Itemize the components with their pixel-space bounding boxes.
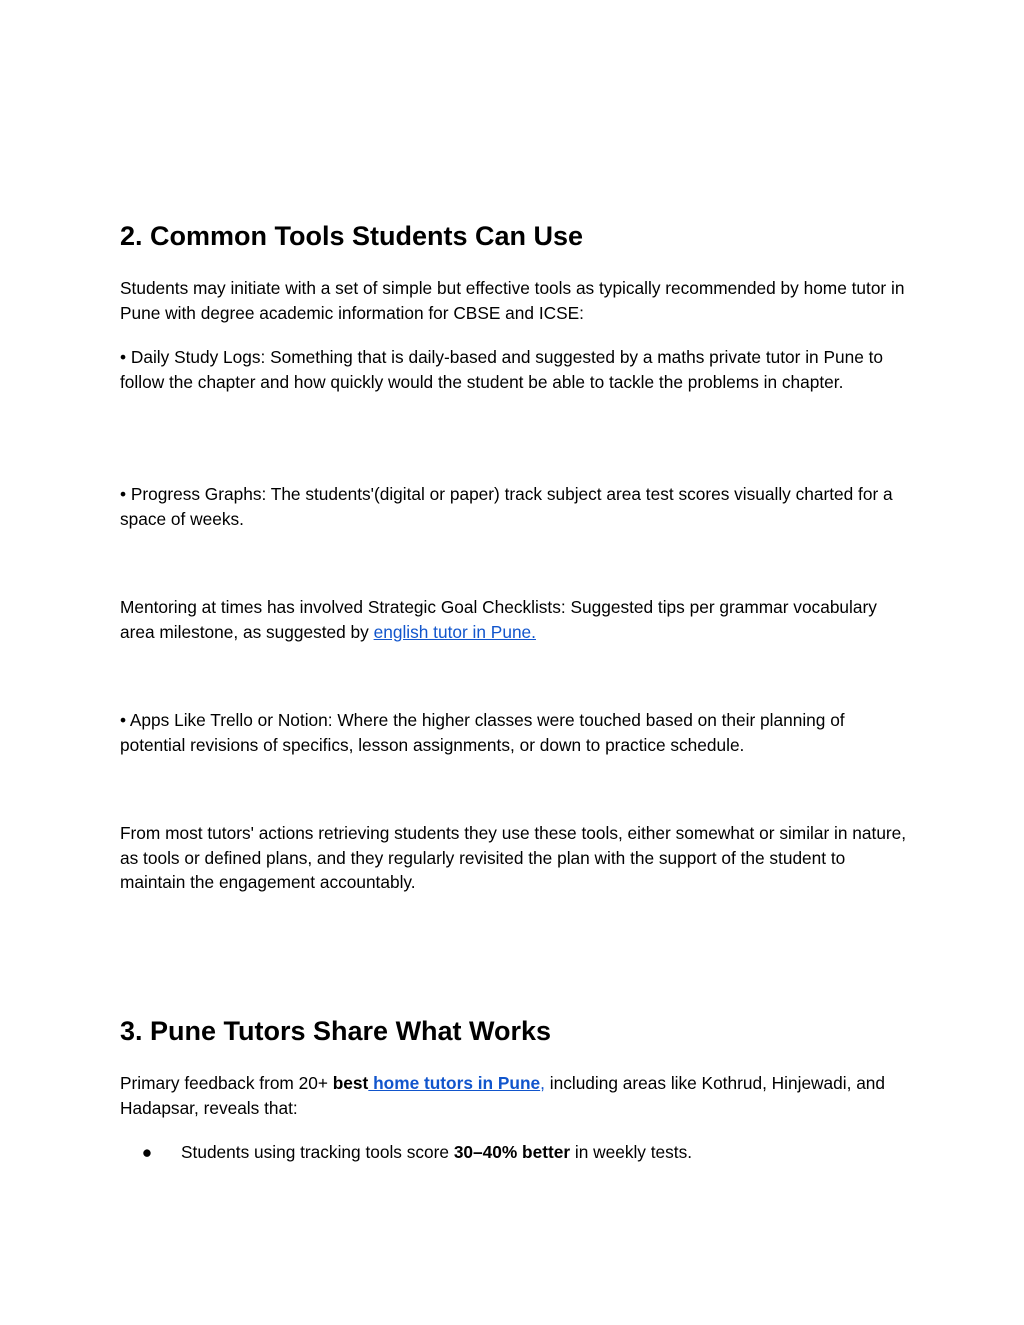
section-2-intro: Students may initiate with a set of simple but effective tools as typically recommended by home tutor in Pune with degree academic information for CBSE and ICSE: — [120, 278, 905, 323]
apps-item: • Apps Like Trello or Notion: Where the higher classes were touched based on their planning of potential revisions of specifics, lesson assignments, or down to practice schedule. — [120, 710, 845, 755]
bullet-prefix: Students using tracking tools score — [181, 1142, 454, 1162]
feedback-prefix: Primary feedback from 20+ — [120, 1073, 333, 1093]
mentoring-text: Mentoring at times has involved Strategic Goal Checklists: Suggested tips per grammar vocabulary area milestone, as suggested by — [120, 597, 877, 642]
bullet-text — [181, 1140, 692, 1165]
home-tutors-link-comma[interactable]: , — [540, 1073, 545, 1093]
section-3-heading: 3. Pune Tutors Share What Works — [120, 1016, 552, 1046]
progress-graphs-item: • Progress Graphs: The students'(digital or paper) track subject area test scores visually charted for a space of weeks. — [120, 484, 893, 529]
feedback-bold-best: best — [332, 1073, 369, 1093]
mentoring-paragraph — [120, 595, 910, 644]
bullet-suffix: in weekly tests. — [570, 1142, 693, 1162]
section-2-heading: 2. Common Tools Students Can Use — [120, 221, 584, 251]
feedback-suffix: including areas like Kothrud, Hinjewadi, and Hadapsar, reveals that: — [120, 1073, 886, 1118]
home-tutors-link[interactable]: home tutors in Pune — [368, 1073, 541, 1093]
daily-study-logs-item: • Daily Study Logs: Something that is daily-based and suggested by a maths private tutor in Pune to follow the chapter and how quickly would the student be able to tackle the problems in chapter. — [120, 347, 884, 392]
bullet-icon: ● — [141, 1142, 153, 1162]
closing-paragraph: From most tutors' actions retrieving students they use these tools, either somewhat or similar in nature, as tools or defined plans, and they regularly revisited the plan with the support of the student to maintain the engagement accountably. — [120, 823, 907, 892]
feedback-paragraph — [120, 1071, 910, 1120]
bullet-bold-stat: 30–40% better — [453, 1142, 571, 1162]
english-tutor-link[interactable]: english tutor in Pune. — [373, 621, 536, 642]
